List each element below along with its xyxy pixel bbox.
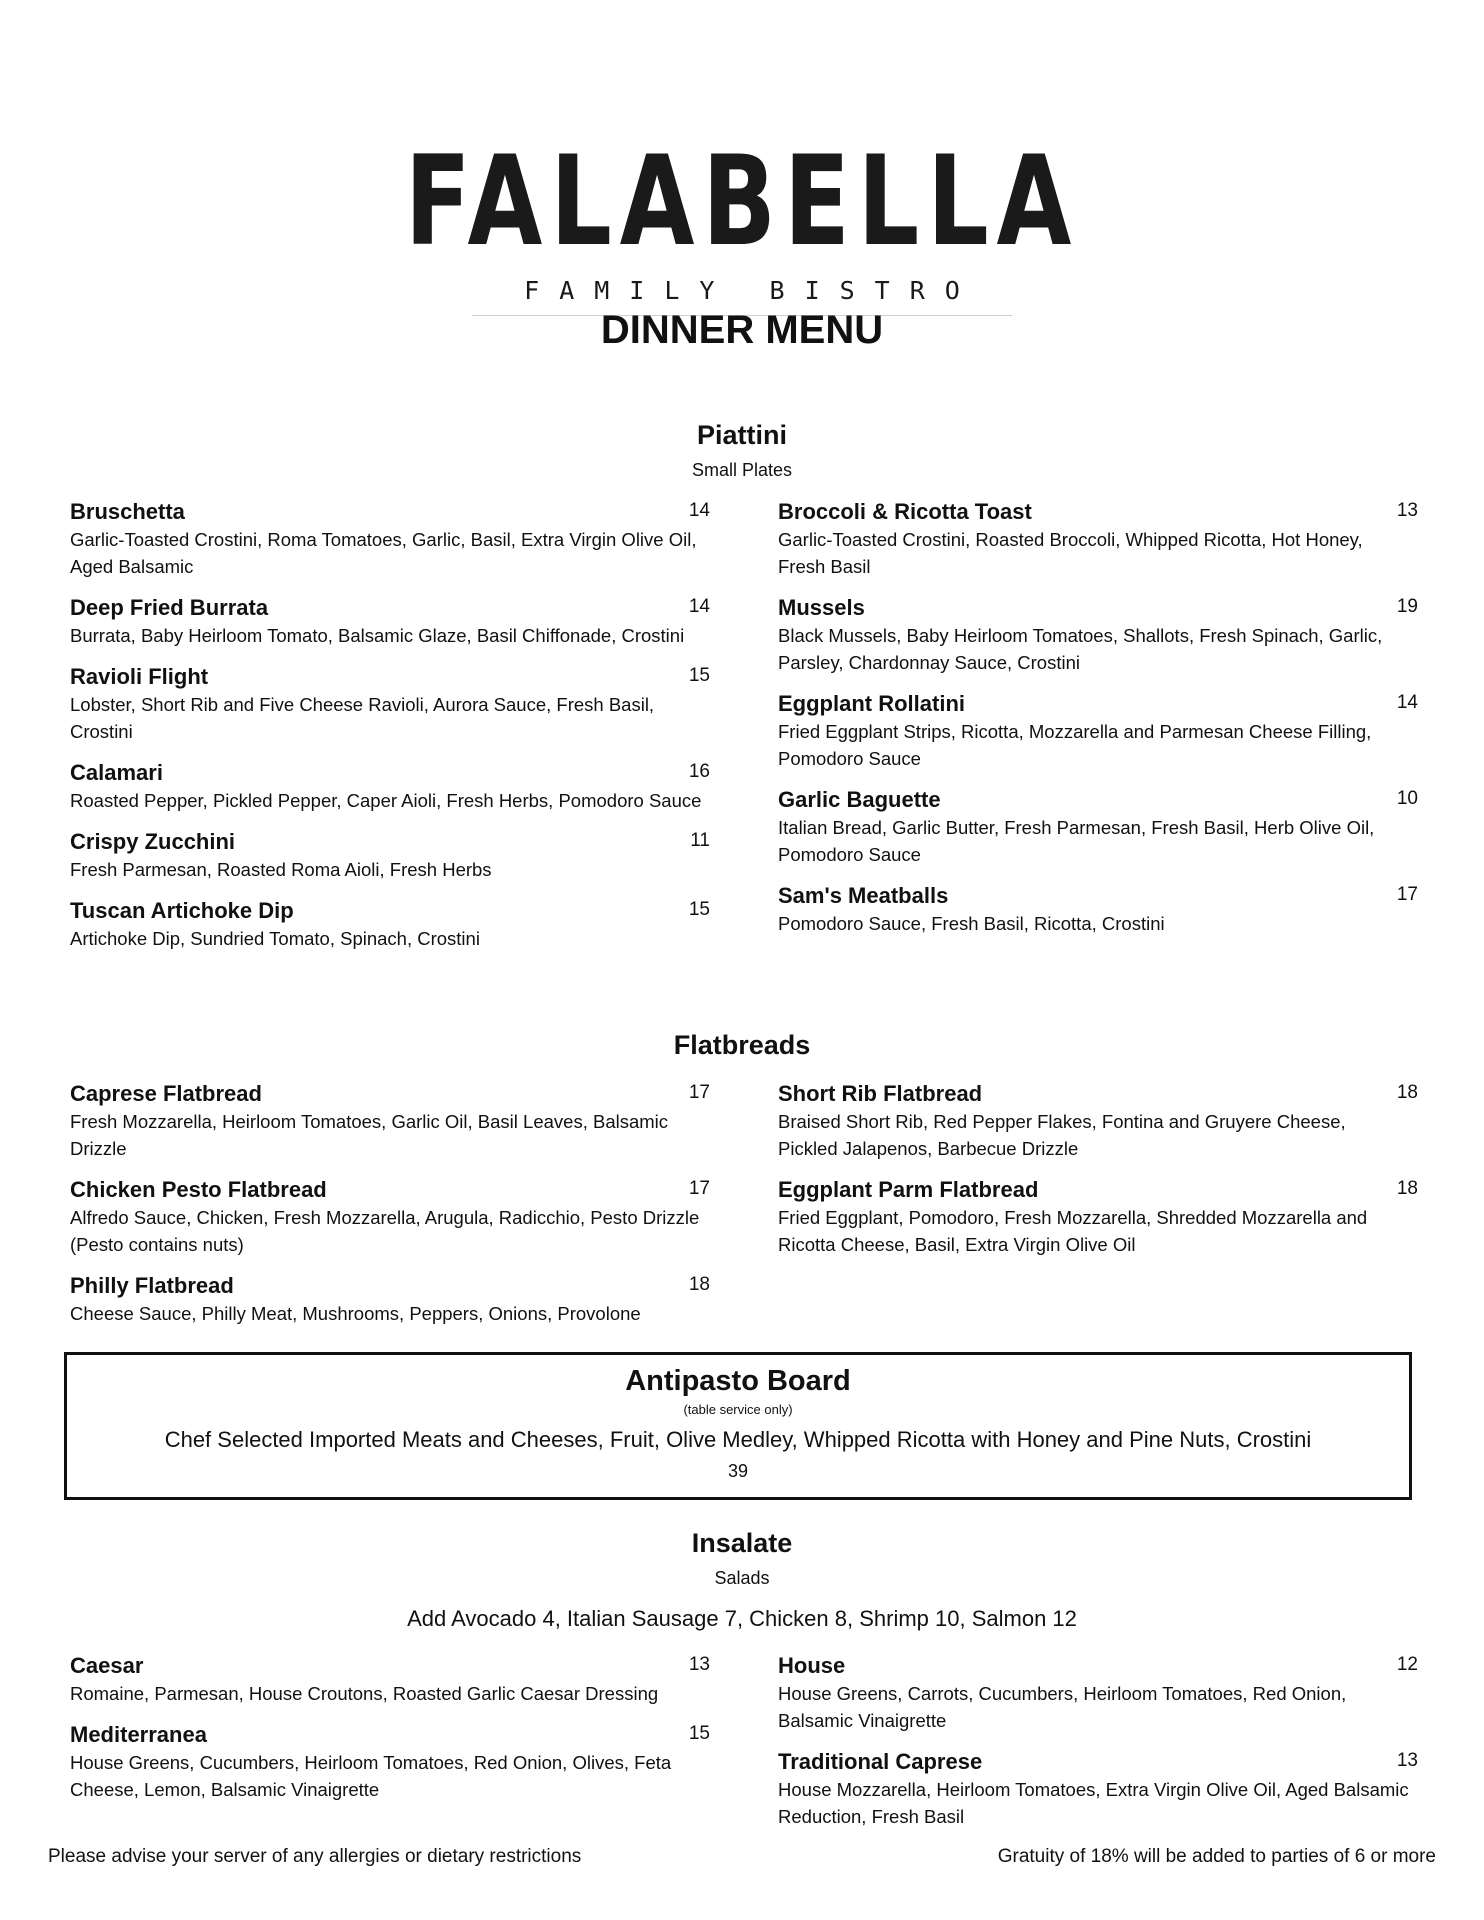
menu-item [70, 897, 710, 952]
menu-item-name: Calamari [70, 760, 163, 785]
piattini-right-column [778, 498, 1418, 951]
menu-item-name: Eggplant Parm Flatbread [778, 1177, 1039, 1202]
menu-item-name: Crispy Zucchini [70, 829, 236, 854]
menu-item-description: Fried Eggplant Strips, Ricotta, Mozzarella and Parmesan Cheese Filling, Pomodoro Sauce [778, 721, 1372, 769]
menu-item-description: Garlic-Toasted Crostini, Roasted Broccoli, Whipped Ricotta, Hot Honey, Fresh Basil [778, 529, 1363, 577]
menu-item [778, 1652, 1418, 1734]
menu-item-name: Mussels [778, 595, 865, 620]
menu-item [70, 663, 710, 745]
flatbreads-left-column [70, 1080, 710, 1341]
logo: FALABELLA [404, 130, 1080, 274]
flatbreads-right-column [778, 1080, 1418, 1272]
menu-item-name: Bruschetta [70, 499, 185, 524]
menu-item-name: House [778, 1653, 846, 1678]
menu-item [778, 594, 1418, 676]
menu-item-description: House Greens, Carrots, Cucumbers, Heirloom Tomatoes, Red Onion, Balsamic Vinaigrette [778, 1683, 1347, 1731]
menu-item-description: Cheese Sauce, Philly Meat, Mushrooms, Peppers, Onions, Provolone [70, 1303, 641, 1324]
salad-addons: Add Avocado 4, Italian Sausage 7, Chicken 8, Shrimp 10, Salmon 12 [407, 1606, 1077, 1631]
menu-item-price: 15 [688, 665, 710, 686]
menu-item-price: 14 [688, 500, 710, 521]
menu-item-description: Fried Eggplant, Pomodoro, Fresh Mozzarella, Shredded Mozzarella and Ricotta Cheese, Basil, Extra Virgin Olive Oil [778, 1207, 1368, 1255]
insalate-left-column [70, 1652, 710, 1817]
menu-item-name: Caesar [70, 1653, 144, 1678]
menu-item-price: 18 [688, 1274, 710, 1295]
section-title-flatbreads: Flatbreads [673, 1030, 811, 1060]
menu-item [70, 594, 710, 649]
antipasto-description: Chef Selected Imported Meats and Cheeses, Fruit, Olive Medley, Whipped Ricotta with Honey and Pine Nuts, Crostini [164, 1427, 1312, 1452]
menu-item-description: Burrata, Baby Heirloom Tomato, Balsamic Glaze, Basil Chiffonade, Crostini [70, 625, 685, 646]
menu-item-description: Italian Bread, Garlic Butter, Fresh Parmesan, Fresh Basil, Herb Olive Oil, Pomodoro Sauce [778, 817, 1375, 865]
menu-title: DINNER MENU [600, 308, 884, 352]
menu-item-description: Braised Short Rib, Red Pepper Flakes, Fontina and Gruyere Cheese, Pickled Jalapenos, Barbecue Drizzle [778, 1111, 1346, 1159]
logo-subtitle: FAMILY BISTRO [524, 276, 980, 305]
menu-item [70, 1272, 710, 1327]
menu-item-description: Black Mussels, Baby Heirloom Tomatoes, Shallots, Fresh Spinach, Garlic, Parsley, Chardonnay Sauce, Crostini [778, 625, 1383, 673]
menu-item [70, 1652, 710, 1707]
menu-item-name: Tuscan Artichoke Dip [70, 898, 294, 923]
menu-item [70, 759, 710, 814]
menu-item [70, 828, 710, 883]
menu-item [778, 786, 1418, 868]
menu-item-price: 10 [1396, 788, 1418, 809]
menu-item-name: Philly Flatbread [70, 1273, 234, 1298]
menu-item [70, 498, 710, 580]
menu-item-name: Ravioli Flight [70, 664, 209, 689]
header [0, 130, 1484, 353]
menu-item-price: 15 [688, 899, 710, 920]
menu-item-name: Broccoli & Ricotta Toast [778, 499, 1032, 524]
menu-item-price: 18 [1396, 1178, 1418, 1199]
insalate-right-column [778, 1652, 1418, 1844]
menu-item-price: 17 [688, 1082, 710, 1103]
menu-item-description: House Mozzarella, Heirloom Tomatoes, Extra Virgin Olive Oil, Aged Balsamic Reduction, Fresh Basil [778, 1779, 1409, 1827]
menu-item-price: 16 [688, 761, 710, 782]
menu-item-price: 12 [1396, 1654, 1418, 1675]
menu-item-description: Romaine, Parmesan, House Croutons, Roasted Garlic Caesar Dressing [70, 1683, 659, 1704]
section-title-piattini: Piattini [696, 420, 787, 450]
footer-gratuity-note: Gratuity of 18% will be added to parties of 6 or more [997, 1846, 1436, 1867]
menu-item-name: Chicken Pesto Flatbread [70, 1177, 327, 1202]
menu-item [778, 1080, 1418, 1162]
menu-item-name: Mediterranea [70, 1722, 207, 1747]
menu-item-price: 13 [688, 1654, 710, 1675]
menu-item [778, 1748, 1418, 1830]
menu-item-description: Lobster, Short Rib and Five Cheese Ravioli, Aurora Sauce, Fresh Basil, Crostini [70, 694, 655, 742]
antipasto-note: (table service only) [683, 1402, 793, 1417]
menu-item-name: Caprese Flatbread [70, 1081, 262, 1106]
footer-allergy-note: Please advise your server of any allergies or dietary restrictions [48, 1846, 582, 1867]
menu-item [778, 498, 1418, 580]
antipasto-price: 39 [727, 1461, 749, 1481]
menu-item-name: Traditional Caprese [778, 1749, 983, 1774]
menu-item [778, 882, 1418, 937]
menu-item-price: 13 [1396, 1750, 1418, 1771]
menu-item [778, 1176, 1418, 1258]
menu-item-description: Fresh Mozzarella, Heirloom Tomatoes, Garlic Oil, Basil Leaves, Balsamic Drizzle [70, 1111, 669, 1159]
menu-item-description: Garlic-Toasted Crostini, Roma Tomatoes, Garlic, Basil, Extra Virgin Olive Oil, Aged Balsamic [70, 529, 697, 577]
menu-item-price: 14 [688, 596, 710, 617]
menu-item-description: Roasted Pepper, Pickled Pepper, Caper Aioli, Fresh Herbs, Pomodoro Sauce [70, 790, 702, 811]
menu-item-price: 17 [1396, 884, 1418, 905]
section-title-insalate: Insalate [691, 1528, 793, 1558]
menu-item-price: 19 [1396, 596, 1418, 617]
menu-item-price: 15 [688, 1723, 710, 1744]
menu-item-name: Eggplant Rollatini [778, 691, 965, 716]
menu-item-price: 14 [1396, 692, 1418, 713]
menu-item-description: Fresh Parmesan, Roasted Roma Aioli, Fresh Herbs [70, 859, 492, 880]
menu-item-price: 17 [688, 1178, 710, 1199]
menu-item-price: 13 [1396, 500, 1418, 521]
section-subtitle-piattini: Small Plates [691, 460, 793, 480]
menu-item [70, 1080, 710, 1162]
menu-item-price: 11 [690, 830, 710, 851]
piattini-left-column [70, 498, 710, 966]
menu-item-price: 18 [1396, 1082, 1418, 1103]
menu-item-description: Pomodoro Sauce, Fresh Basil, Ricotta, Crostini [778, 913, 1165, 934]
menu-item-name: Deep Fried Burrata [70, 595, 269, 620]
antipasto-title: Antipasto Board [625, 1365, 851, 1397]
menu-item-name: Garlic Baguette [778, 787, 941, 812]
menu-item [70, 1176, 710, 1258]
menu-item-name: Sam's Meatballs [778, 883, 949, 908]
menu-item [70, 1721, 710, 1803]
menu-item-name: Short Rib Flatbread [778, 1081, 983, 1106]
section-subtitle-insalate: Salads [714, 1568, 770, 1588]
menu-item-description: House Greens, Cucumbers, Heirloom Tomatoes, Red Onion, Olives, Feta Cheese, Lemon, Balsamic Vinaigrette [70, 1752, 672, 1800]
menu-item-description: Alfredo Sauce, Chicken, Fresh Mozzarella, Arugula, Radicchio, Pesto Drizzle (Pesto contains nuts) [70, 1207, 700, 1255]
menu-item-description: Artichoke Dip, Sundried Tomato, Spinach, Crostini [70, 928, 480, 949]
antipasto-board [64, 1352, 1412, 1500]
menu-item [778, 690, 1418, 772]
